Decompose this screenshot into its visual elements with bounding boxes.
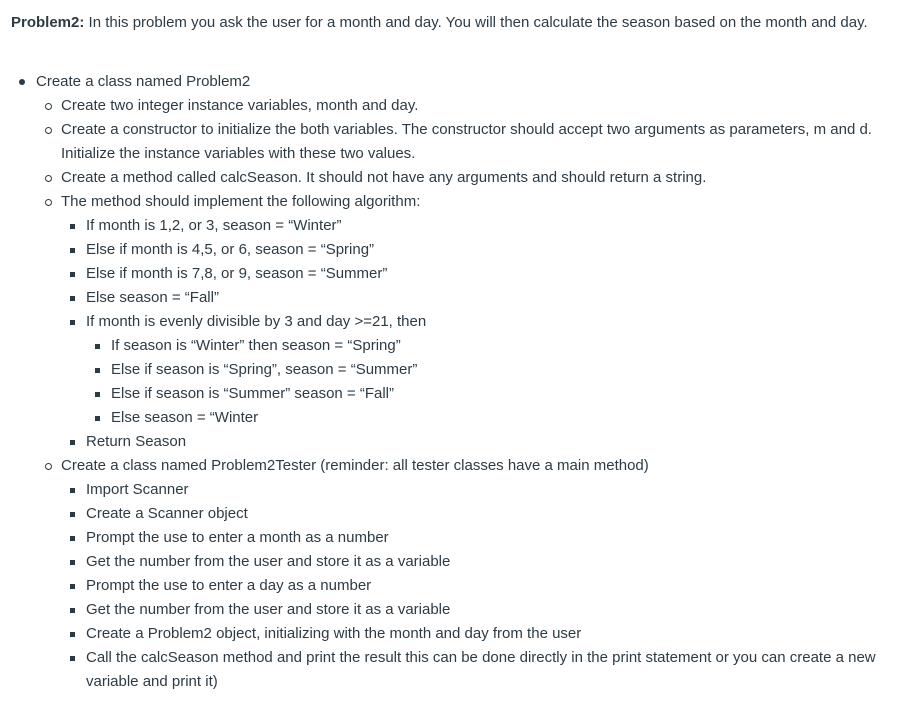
list-item-text: If season is “Winter” then season = “Spring” <box>111 337 401 354</box>
bullet-circle-icon <box>45 463 52 470</box>
problem-label: Problem2: <box>11 14 85 31</box>
list-item <box>61 94 890 118</box>
list-item-text: Create a class named Problem2Tester (reminder: all tester classes have a main method) <box>61 457 649 474</box>
list-item <box>86 598 890 622</box>
list-item <box>111 358 890 382</box>
bullet-square-icon <box>70 560 75 565</box>
list-item-text: Get the number from the user and store it as a variable <box>86 601 451 618</box>
list-item <box>86 214 890 238</box>
list-item <box>86 478 890 502</box>
bullet-square-icon <box>95 392 100 397</box>
list-item-text: Else if month is 7,8, or 9, season = “Summer” <box>86 265 388 282</box>
list-item-text: Else if month is 4,5, or 6, season = “Spring” <box>86 241 375 258</box>
list-item <box>111 334 890 358</box>
list-item <box>61 454 890 478</box>
bullet-square-icon <box>95 344 100 349</box>
list-item-text: Else if season is “Spring”, season = “Summer” <box>111 361 418 378</box>
list-item-text: If month is evenly divisible by 3 and day >=21, then <box>86 313 427 330</box>
bullet-square-icon <box>95 416 100 421</box>
list-item <box>61 118 890 166</box>
list-item <box>86 550 890 574</box>
bullet-square-icon <box>70 656 75 661</box>
list-item-text: The method should implement the following algorithm: <box>61 193 421 210</box>
list-item <box>86 310 890 334</box>
list-item <box>86 622 890 646</box>
list-item <box>111 382 890 406</box>
bullet-square-icon <box>70 488 75 493</box>
list-item-text: Call the calcSeason method and print the result this can be done directly in the print statement or you can create a new variable and print it) <box>86 649 876 690</box>
bullet-circle-icon <box>45 103 52 110</box>
list-item-text: Else season = “Winter <box>111 409 259 426</box>
list-item-text: Create a method called calcSeason. It should not have any arguments and should return a string. <box>61 169 707 186</box>
bullet-circle-icon <box>45 199 52 206</box>
bullet-circle-icon <box>45 127 52 134</box>
list-item-text: Create a constructor to initialize the both variables. The constructor should accept two arguments as parameters, m and d. Initialize the instance variables with these two values. <box>61 121 872 162</box>
bullet-square-icon <box>70 320 75 325</box>
list-item <box>86 526 890 550</box>
list-item <box>86 238 890 262</box>
list-item <box>86 502 890 526</box>
list-item <box>61 190 890 214</box>
bullet-square-icon <box>70 272 75 277</box>
list-item <box>86 574 890 598</box>
list-item-text: Get the number from the user and store it as a variable <box>86 553 451 570</box>
list-item-text: Create a Problem2 object, initializing with the month and day from the user <box>86 625 582 642</box>
problem-intro <box>11 11 891 35</box>
list-item-text: Create two integer instance variables, month and day. <box>61 97 419 114</box>
list-item-text: Prompt the use to enter a month as a number <box>86 529 389 546</box>
list-item-text: Return Season <box>86 433 187 450</box>
list-item-text: Create a class named Problem2 <box>36 73 251 90</box>
bullet-square-icon <box>70 632 75 637</box>
bullet-square-icon <box>70 296 75 301</box>
bullet-square-icon <box>70 440 75 445</box>
list-item-text: Import Scanner <box>86 481 189 498</box>
list-item <box>86 430 890 454</box>
list-item-text: Prompt the use to enter a day as a number <box>86 577 372 594</box>
bullet-square-icon <box>70 248 75 253</box>
bullet-disc-icon <box>19 79 25 85</box>
bullet-square-icon <box>70 224 75 229</box>
problem-description: In this problem you ask the user for a month and day. You will then calculate the season based on the month and day. <box>84 14 868 31</box>
bullet-square-icon <box>70 512 75 517</box>
bullet-square-icon <box>70 584 75 589</box>
bullet-square-icon <box>70 608 75 613</box>
list-item-text: Else if season is “Summer” season = “Fall” <box>111 385 395 402</box>
list-item <box>36 70 890 94</box>
list-item <box>86 646 890 694</box>
bullet-square-icon <box>70 536 75 541</box>
list-item <box>61 166 890 190</box>
list-item-text: Else season = “Fall” <box>86 289 219 306</box>
list-item-text: Create a Scanner object <box>86 505 248 522</box>
list-item <box>86 286 890 310</box>
list-item <box>111 406 890 430</box>
list-item-text: If month is 1,2, or 3, season = “Winter” <box>86 217 342 234</box>
list-item <box>86 262 890 286</box>
bullet-square-icon <box>95 368 100 373</box>
bullet-circle-icon <box>45 175 52 182</box>
